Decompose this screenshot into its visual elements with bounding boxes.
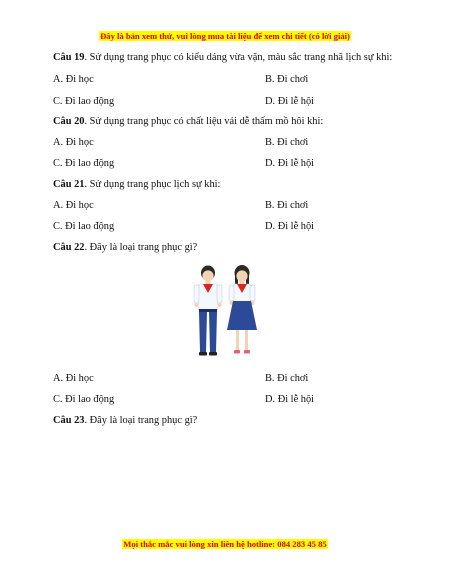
question-number: Câu 22: [53, 242, 85, 253]
option-b: B. Đi chơi: [265, 74, 309, 85]
question-text: . Sử dụng trang phục có kiểu dáng vừa vặn, màu sắc trang nhã lịch sự khi:: [84, 52, 393, 63]
question-22: [53, 242, 197, 253]
question-number: Câu 23: [53, 415, 85, 426]
question-number: Câu 20: [53, 116, 85, 127]
question-20: [53, 116, 323, 127]
option-d: D. Đi lễ hội: [265, 221, 315, 232]
option-c: C. Đi lao động: [53, 394, 115, 405]
option-a: A. Đi học: [53, 200, 94, 211]
option-b: B. Đi chơi: [265, 373, 309, 384]
question-19: [53, 52, 392, 63]
option-d: D. Đi lễ hội: [265, 158, 315, 169]
question-number: Câu 21: [53, 179, 85, 190]
question-text: . Sử dụng trang phục lịch sự khi:: [84, 179, 221, 190]
option-c: C. Đi lao động: [53, 158, 115, 169]
option-a: A. Đi học: [53, 373, 94, 384]
option-c: C. Đi lao động: [53, 221, 115, 232]
boy-figure: [194, 266, 222, 356]
question-23: [53, 415, 197, 426]
school-uniform-illustration: [190, 264, 262, 364]
girl-figure: [227, 265, 257, 354]
preview-notice-banner: [0, 26, 450, 44]
option-c: C. Đi lao động: [53, 96, 115, 107]
question-21: [53, 179, 220, 190]
preview-notice-text: Đây là bản xem thử, vui lòng mua tài liệu để xem chi tiết (có lời giải): [100, 31, 350, 41]
question-number: Câu 19: [53, 52, 85, 63]
option-b: B. Đi chơi: [265, 137, 309, 148]
question-text: . Sử dụng trang phục có chất liệu vải dễ thấm mồ hôi khi:: [84, 116, 324, 127]
option-d: D. Đi lễ hội: [265, 394, 315, 405]
question-text: . Đây là loại trang phục gì?: [84, 415, 198, 426]
hotline-text: Mọi thắc mắc vui lòng xin liên hệ hotline: 084 283 45 85: [123, 539, 327, 549]
option-a: A. Đi học: [53, 137, 94, 148]
option-d: D. Đi lễ hội: [265, 96, 315, 107]
option-b: B. Đi chơi: [265, 200, 309, 211]
question-text: . Đây là loại trang phục gì?: [84, 242, 198, 253]
option-a: A. Đi học: [53, 74, 94, 85]
hotline-banner: [0, 534, 450, 552]
